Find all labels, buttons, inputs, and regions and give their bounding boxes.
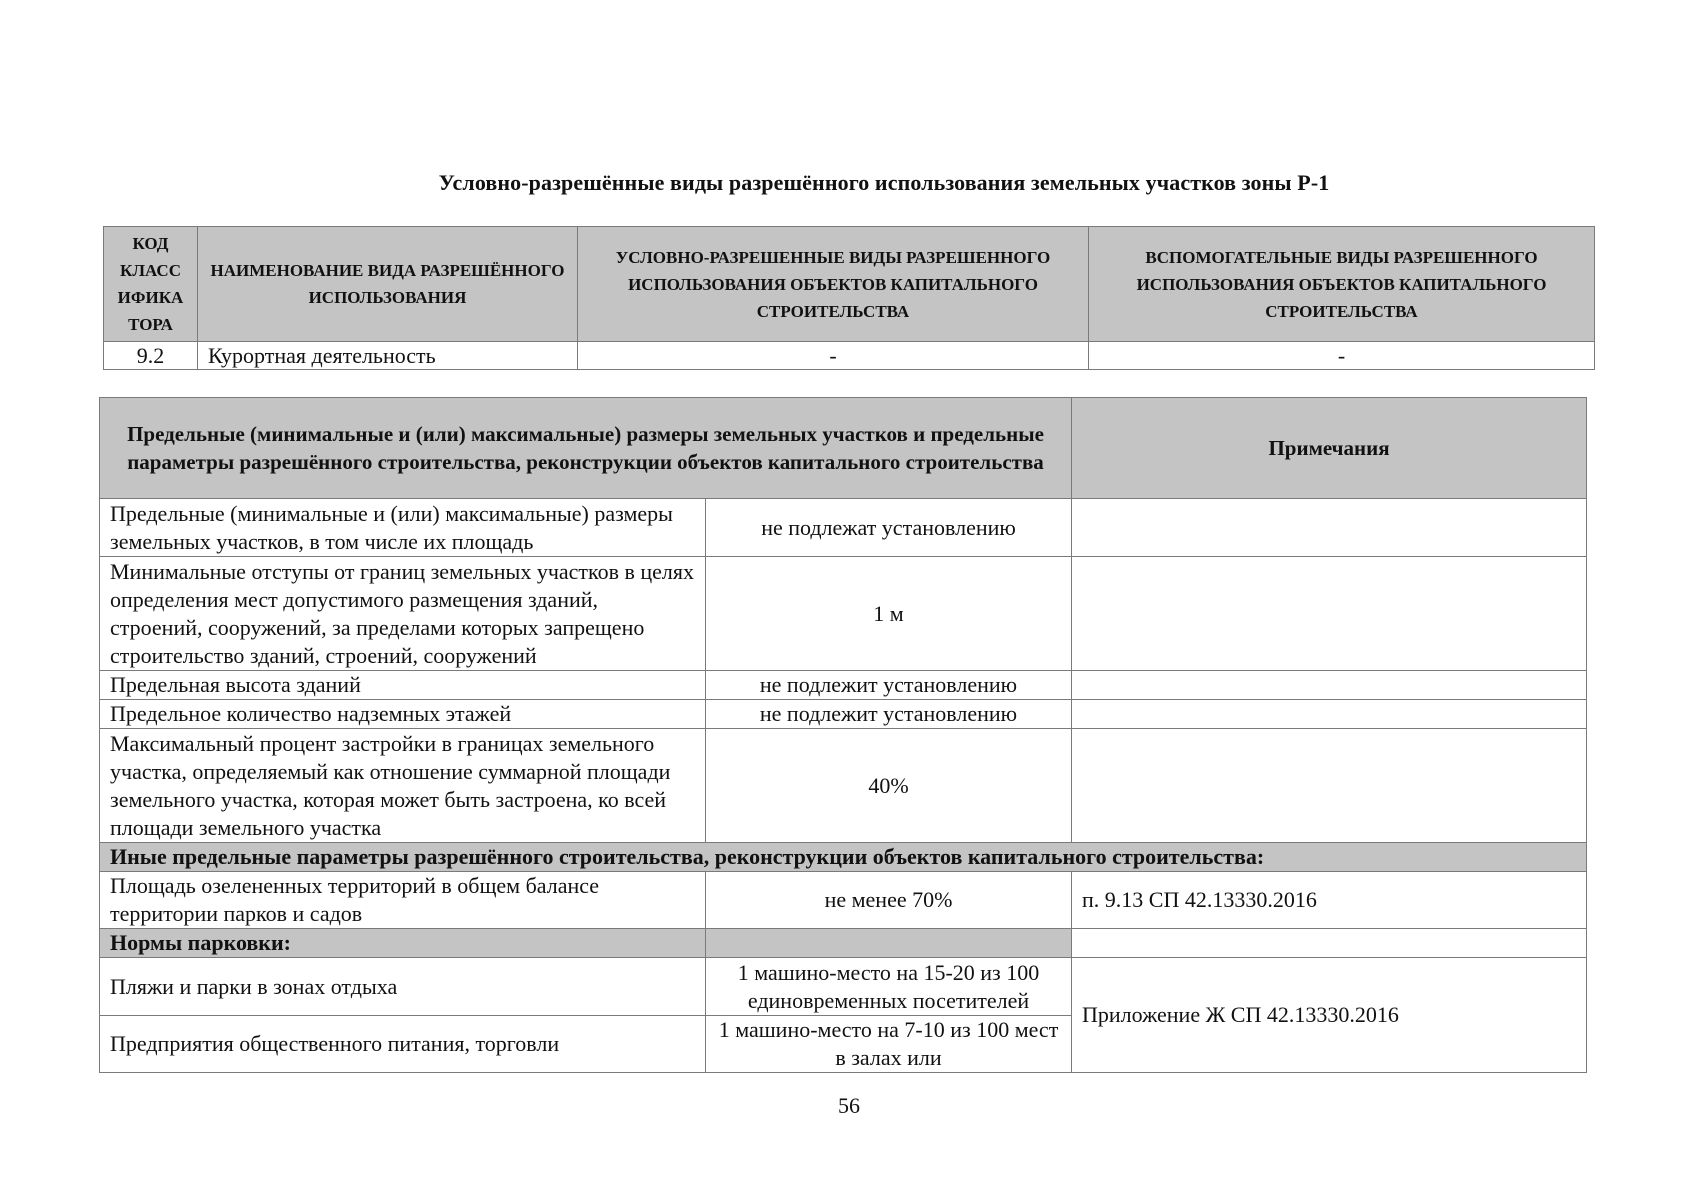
cell-note bbox=[1072, 499, 1587, 557]
cell-param: Максимальный процент застройки в границах земельного участка, определяемый как отношение суммарной площади земельного участка, которая может быть застроена, ко всей площади земельного участка bbox=[100, 729, 706, 843]
section-title: Иные предельные параметры разрешённого строительства, реконструкции объектов капитального строительства: bbox=[100, 843, 1587, 872]
cell-param: Предприятия общественного питания, торговли bbox=[100, 1016, 706, 1073]
cell-param: Площадь озелененных территорий в общем балансе территории парков и садов bbox=[100, 872, 706, 929]
section-row-other-params bbox=[100, 843, 1587, 872]
cell-note bbox=[1072, 671, 1587, 700]
cell-param: Предельное количество надземных этажей bbox=[100, 700, 706, 729]
page-number: 56 bbox=[838, 1093, 860, 1118]
cell-note: п. 9.13 СП 42.13330.2016 bbox=[1072, 872, 1587, 929]
cell-param: Предельная высота зданий bbox=[100, 671, 706, 700]
table-header-row bbox=[104, 227, 1595, 342]
cell-code: 9.2 bbox=[104, 342, 198, 370]
table-row bbox=[100, 557, 1587, 671]
cell-conditional: - bbox=[578, 342, 1089, 370]
cell-param: Минимальные отступы от границ земельных участков в целях определения мест допустимого размещения зданий, строений, сооружений, за пределами которых запрещено строительство зданий, строений, сооружений bbox=[100, 557, 706, 671]
cell-param: Предельные (минимальные и (или) максимальные) размеры земельных участков, в том числе их площадь bbox=[100, 499, 706, 557]
header-params: Предельные (минимальные и (или) максимальные) размеры земельных участков и предельные параметры разрешённого строительства, реконструкции объектов капитального строительства bbox=[100, 398, 1072, 499]
section-row-parking bbox=[100, 929, 1587, 958]
cell-value: 1 машино-место на 7-10 из 100 мест в залах или bbox=[706, 1016, 1072, 1073]
cell-note bbox=[1072, 557, 1587, 671]
table-row bbox=[100, 729, 1587, 843]
land-use-table bbox=[103, 226, 1595, 370]
section-title: Нормы парковки: bbox=[100, 929, 706, 958]
cell-auxiliary: - bbox=[1089, 342, 1595, 370]
cell-note: Приложение Ж СП 42.13330.2016 bbox=[1072, 958, 1587, 1073]
header-conditional: УСЛОВНО-РАЗРЕШЕННЫЕ ВИДЫ РАЗРЕШЕННОГО ИСПОЛЬЗОВАНИЯ ОБЪЕКТОВ КАПИТАЛЬНОГО СТРОИТЕЛЬСТВА bbox=[578, 227, 1089, 342]
cell-param: Пляжи и парки в зонах отдыха bbox=[100, 958, 706, 1016]
cell-value: 1 м bbox=[706, 557, 1072, 671]
cell-value: не подлежит установлению bbox=[706, 671, 1072, 700]
cell-note bbox=[1072, 700, 1587, 729]
table-row bbox=[100, 671, 1587, 700]
header-code: КОД КЛАСС ИФИКА ТОРА bbox=[104, 227, 198, 342]
cell-value: 40% bbox=[706, 729, 1072, 843]
cell-value: не подлежат установлению bbox=[706, 499, 1072, 557]
header-name: НАИМЕНОВАНИЕ ВИДА РАЗРЕШЁННОГО ИСПОЛЬЗОВАНИЯ bbox=[198, 227, 578, 342]
header-notes: Примечания bbox=[1072, 398, 1587, 499]
header-auxiliary: ВСПОМОГАТЕЛЬНЫЕ ВИДЫ РАЗРЕШЕННОГО ИСПОЛЬЗОВАНИЯ ОБЪЕКТОВ КАПИТАЛЬНОГО СТРОИТЕЛЬСТВА bbox=[1089, 227, 1595, 342]
table-row bbox=[100, 700, 1587, 729]
table-row bbox=[100, 499, 1587, 557]
parameters-table bbox=[99, 397, 1587, 1073]
cell-note bbox=[1072, 729, 1587, 843]
cell-value: не менее 70% bbox=[706, 872, 1072, 929]
table-row bbox=[100, 872, 1587, 929]
table-row bbox=[100, 958, 1587, 1016]
cell-value: не подлежит установлению bbox=[706, 700, 1072, 729]
table-row bbox=[104, 342, 1595, 370]
cell-value: 1 машино-место на 15-20 из 100 единовременных посетителей bbox=[706, 958, 1072, 1016]
table-header-row bbox=[100, 398, 1587, 499]
cell-name: Курортная деятельность bbox=[198, 342, 578, 370]
page-title: Условно-разрешённые виды разрешённого использования земельных участков зоны Р-1 bbox=[438, 170, 1330, 195]
